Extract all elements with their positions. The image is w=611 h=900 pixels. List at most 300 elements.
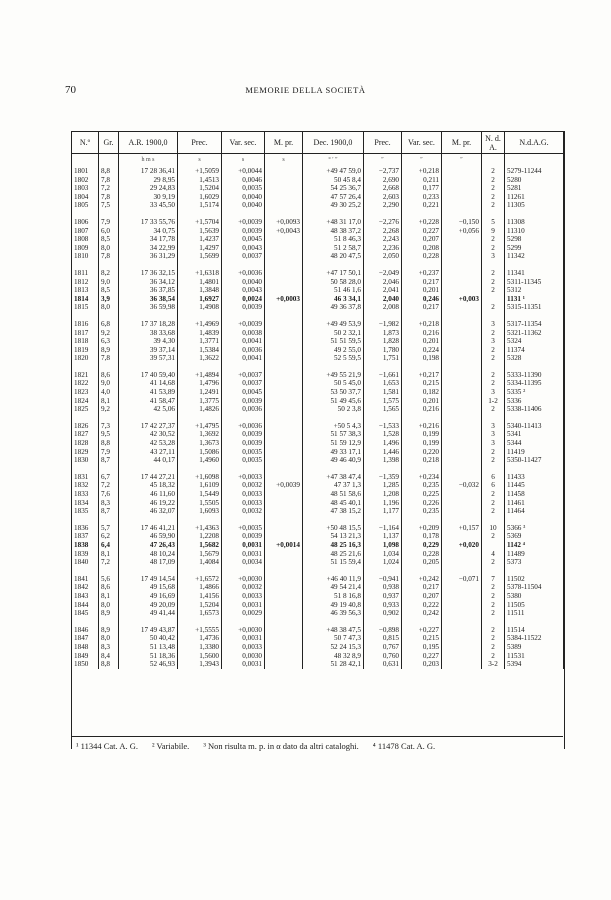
cell-prec2: 1,528 xyxy=(364,430,402,439)
cell-gr: 9,0 xyxy=(99,278,119,287)
star-catalog-table xyxy=(71,131,564,669)
cell-ndag: 5279-11244 xyxy=(505,167,564,176)
cell-var2: +0,228 xyxy=(402,218,442,227)
cell-mpr2 xyxy=(442,592,482,601)
cell-prec: 1,4513 xyxy=(178,176,222,185)
cell-var: +0,0037 xyxy=(222,371,265,380)
cell-gr: 3,9 xyxy=(99,295,119,304)
cell-mpr xyxy=(265,439,303,448)
cell-prec: 1,2208 xyxy=(178,532,222,541)
cell-gr: 8,9 xyxy=(99,346,119,355)
spacer-cell xyxy=(99,261,119,269)
unit-cell: ° ′ ″ xyxy=(303,154,364,168)
cell-dec: 46 3 34,1 xyxy=(303,295,364,304)
cell-mpr xyxy=(265,422,303,431)
spacer-cell xyxy=(72,618,99,626)
spacer-cell xyxy=(222,567,265,575)
running-title: MEMORIE DELLA SOCIETÀ xyxy=(245,85,366,95)
spacer-cell xyxy=(119,465,178,473)
cell-prec: 1,3673 xyxy=(178,439,222,448)
cell-prec2: 1,780 xyxy=(364,346,402,355)
cell-mpr2 xyxy=(442,269,482,278)
cell-mpr2 xyxy=(442,439,482,448)
spacer-cell xyxy=(303,210,364,218)
cell-n: 1845 xyxy=(72,609,99,618)
cell-var2: 0,227 xyxy=(402,652,442,661)
cell-var2: +0,242 xyxy=(402,575,442,584)
cell-dec: 51 2 58,7 xyxy=(303,244,364,253)
cell-dec: 48 25 21,6 xyxy=(303,550,364,559)
cell-nda: 2 xyxy=(482,507,505,516)
cell-dec: 51 49 45,6 xyxy=(303,397,364,406)
cell-ar: 29 24,83 xyxy=(119,184,178,193)
cell-prec2: −1,359 xyxy=(364,473,402,482)
cell-mpr xyxy=(265,278,303,287)
spacer-cell xyxy=(99,210,119,218)
table-row xyxy=(72,354,564,363)
table-row xyxy=(72,176,564,185)
cell-mpr2 xyxy=(442,583,482,592)
spacer-cell xyxy=(265,363,303,371)
cell-prec2: 2,236 xyxy=(364,244,402,253)
cell-var2: 0,216 xyxy=(402,405,442,414)
cell-n: 1840 xyxy=(72,558,99,567)
cell-ar: 17 46 41,21 xyxy=(119,524,178,533)
cell-mpr xyxy=(265,346,303,355)
cell-mpr2 xyxy=(442,532,482,541)
cell-ar: 17 49 43,87 xyxy=(119,626,178,635)
cell-nda: 2 xyxy=(482,583,505,592)
table-row xyxy=(72,473,564,482)
cell-nda: 3 xyxy=(482,430,505,439)
spacer-cell xyxy=(265,516,303,524)
table-row xyxy=(72,490,564,499)
cell-nda: 1-2 xyxy=(482,397,505,406)
cell-prec: 1,5639 xyxy=(178,227,222,236)
cell-dec: +50 5 4,3 xyxy=(303,422,364,431)
cell-prec2: 0,631 xyxy=(364,660,402,669)
cell-gr: 4,0 xyxy=(99,388,119,397)
table-row xyxy=(72,218,564,227)
cell-n: 1815 xyxy=(72,303,99,312)
cell-mpr xyxy=(265,244,303,253)
cell-dec: 49 46 40,9 xyxy=(303,456,364,465)
cell-dec: 51 15 59,4 xyxy=(303,558,364,567)
cell-gr: 7,8 xyxy=(99,193,119,202)
cell-prec2: −0,898 xyxy=(364,626,402,635)
cell-prec2: 2,668 xyxy=(364,184,402,193)
group-spacer xyxy=(72,312,564,320)
cell-n: 1809 xyxy=(72,244,99,253)
cell-mpr xyxy=(265,524,303,533)
unit-cell: ″ xyxy=(442,154,482,168)
cell-mpr xyxy=(265,329,303,338)
cell-n: 1829 xyxy=(72,448,99,457)
cell-mpr2 xyxy=(442,660,482,669)
spacer-cell xyxy=(442,516,482,524)
cell-prec: 1,4736 xyxy=(178,634,222,643)
cell-n: 1847 xyxy=(72,634,99,643)
spacer-cell xyxy=(222,312,265,320)
cell-dec: +47 38 47,4 xyxy=(303,473,364,482)
cell-ndag: 5333-11390 xyxy=(505,371,564,380)
cell-n: 1820 xyxy=(72,354,99,363)
cell-prec: 1,4237 xyxy=(178,235,222,244)
cell-prec: 1,5600 xyxy=(178,652,222,661)
cell-var: 0,0033 xyxy=(222,643,265,652)
spacer-cell xyxy=(72,516,99,524)
cell-nda: 6 xyxy=(482,473,505,482)
cell-var: 0,0031 xyxy=(222,601,265,610)
cell-gr: 8,0 xyxy=(99,244,119,253)
cell-n: 1841 xyxy=(72,575,99,584)
cell-var: 0,0031 xyxy=(222,634,265,643)
cell-nda: 2 xyxy=(482,201,505,210)
cell-var: +0,0039 xyxy=(222,320,265,329)
cell-nda: 2 xyxy=(482,184,505,193)
cell-prec: 1,4297 xyxy=(178,244,222,253)
cell-gr: 8,0 xyxy=(99,601,119,610)
unit-cell xyxy=(72,154,99,168)
cell-ar: 33 45,50 xyxy=(119,201,178,210)
spacer-cell xyxy=(402,261,442,269)
cell-prec: +1,4795 xyxy=(178,422,222,431)
cell-nda: 2 xyxy=(482,329,505,338)
cell-gr: 8,3 xyxy=(99,499,119,508)
cell-var2: 0,221 xyxy=(402,201,442,210)
spacer-cell xyxy=(178,363,222,371)
cell-var2: 0,226 xyxy=(402,499,442,508)
cell-gr: 8,5 xyxy=(99,286,119,295)
cell-prec2: 0,815 xyxy=(364,634,402,643)
cell-prec2: −1,982 xyxy=(364,320,402,329)
table-row xyxy=(72,397,564,406)
unit-cell: ″ xyxy=(402,154,442,168)
cell-mpr xyxy=(265,601,303,610)
cell-n: 1850 xyxy=(72,660,99,669)
cell-gr: 8,7 xyxy=(99,507,119,516)
cell-nda: 2 xyxy=(482,609,505,618)
cell-mpr xyxy=(265,397,303,406)
cell-mpr2 xyxy=(442,201,482,210)
cell-n: 1849 xyxy=(72,652,99,661)
column-header: A.R. 1900,0 xyxy=(119,132,178,154)
cell-mpr2 xyxy=(442,558,482,567)
cell-mpr xyxy=(265,354,303,363)
cell-prec2: 1,177 xyxy=(364,507,402,516)
cell-nda: 2 xyxy=(482,235,505,244)
cell-prec: 1,3771 xyxy=(178,337,222,346)
cell-mpr2 xyxy=(442,329,482,338)
cell-ndag: 11531 xyxy=(505,652,564,661)
cell-mpr: +0,0014 xyxy=(265,541,303,550)
cell-nda: 2 xyxy=(482,286,505,295)
cell-mpr2 xyxy=(442,473,482,482)
cell-mpr2 xyxy=(442,507,482,516)
cell-prec: 1,4084 xyxy=(178,558,222,567)
table-row xyxy=(72,295,564,304)
cell-n: 1839 xyxy=(72,550,99,559)
cell-mpr xyxy=(265,499,303,508)
cell-dec: 49 33 17,1 xyxy=(303,448,364,457)
spacer-cell xyxy=(364,312,402,320)
cell-dec: +49 47 59,0 xyxy=(303,167,364,176)
spacer-cell xyxy=(265,210,303,218)
cell-var: +0,0035 xyxy=(222,524,265,533)
cell-ar: 48 17,09 xyxy=(119,558,178,567)
spacer-cell xyxy=(402,516,442,524)
cell-prec: 1,4826 xyxy=(178,405,222,414)
cell-prec2: 1,137 xyxy=(364,532,402,541)
footnote-rule xyxy=(71,736,563,737)
cell-n: 1817 xyxy=(72,329,99,338)
cell-nda: 3-2 xyxy=(482,660,505,669)
spacer-cell xyxy=(364,210,402,218)
spacer-cell xyxy=(222,261,265,269)
table-row xyxy=(72,388,564,397)
cell-mpr2 xyxy=(442,652,482,661)
cell-var2: 0,233 xyxy=(402,193,442,202)
cell-ndag: 11458 xyxy=(505,490,564,499)
cell-prec: +1,4969 xyxy=(178,320,222,329)
cell-mpr2 xyxy=(442,601,482,610)
cell-mpr xyxy=(265,430,303,439)
cell-mpr2 xyxy=(442,354,482,363)
column-header: Prec. xyxy=(364,132,402,154)
cell-var2: 0,195 xyxy=(402,643,442,652)
cell-prec: 1,6573 xyxy=(178,609,222,618)
cell-mpr2 xyxy=(442,405,482,414)
cell-mpr: +0,0043 xyxy=(265,227,303,236)
cell-var: 0,0043 xyxy=(222,286,265,295)
cell-mpr xyxy=(265,626,303,635)
cell-var: +0,0036 xyxy=(222,422,265,431)
cell-gr: 5,6 xyxy=(99,575,119,584)
cell-dec: 49 54 21,4 xyxy=(303,583,364,592)
spacer-cell xyxy=(119,261,178,269)
group-spacer xyxy=(72,261,564,269)
cell-var: 0,0037 xyxy=(222,252,265,261)
cell-mpr2 xyxy=(442,244,482,253)
cell-dec: 51 57 38,3 xyxy=(303,430,364,439)
cell-ar: 39 57,31 xyxy=(119,354,178,363)
cell-ndag: 5394 xyxy=(505,660,564,669)
cell-gr: 8,0 xyxy=(99,634,119,643)
cell-gr: 8,9 xyxy=(99,626,119,635)
cell-ar: 41 58,47 xyxy=(119,397,178,406)
spacer-cell xyxy=(482,567,505,575)
unit-cell: s xyxy=(178,154,222,168)
cell-n: 1816 xyxy=(72,320,99,329)
cell-var: +0,0044 xyxy=(222,167,265,176)
cell-mpr xyxy=(265,303,303,312)
table-row xyxy=(72,439,564,448)
cell-gr: 8,7 xyxy=(99,456,119,465)
cell-var: 0,0035 xyxy=(222,448,265,457)
spacer-cell xyxy=(72,567,99,575)
cell-ar: 46 19,22 xyxy=(119,499,178,508)
cell-n: 1808 xyxy=(72,235,99,244)
cell-gr: 6,0 xyxy=(99,227,119,236)
cell-nda: 2 xyxy=(482,499,505,508)
cell-ar: 17 37 18,28 xyxy=(119,320,178,329)
cell-dec: 50 2 32,1 xyxy=(303,329,364,338)
cell-gr: 8,2 xyxy=(99,269,119,278)
cell-nda: 7 xyxy=(482,575,505,584)
cell-mpr xyxy=(265,660,303,669)
table-row xyxy=(72,652,564,661)
spacer-cell xyxy=(265,567,303,575)
table-row xyxy=(72,634,564,643)
cell-mpr2: −0,150 xyxy=(442,218,482,227)
cell-mpr2: +0,020 xyxy=(442,541,482,550)
cell-ndag: 11461 xyxy=(505,499,564,508)
cell-ndag: 11505 xyxy=(505,601,564,610)
cell-mpr xyxy=(265,184,303,193)
table-row xyxy=(72,541,564,550)
cell-nda: 2 xyxy=(482,558,505,567)
cell-mpr xyxy=(265,575,303,584)
cell-gr: 9,2 xyxy=(99,405,119,414)
spacer-cell xyxy=(402,567,442,575)
column-header: Gr. xyxy=(99,132,119,154)
table-row xyxy=(72,456,564,465)
cell-var: 0,0039 xyxy=(222,430,265,439)
cell-n: 1834 xyxy=(72,499,99,508)
cell-gr: 8,8 xyxy=(99,660,119,669)
cell-mpr2 xyxy=(442,379,482,388)
cell-var2: 0,201 xyxy=(402,397,442,406)
cell-prec: +1,6572 xyxy=(178,575,222,584)
cell-var: 0,0045 xyxy=(222,235,265,244)
spacer-cell xyxy=(402,210,442,218)
cell-var2: 0,205 xyxy=(402,558,442,567)
cell-ar: 45 18,32 xyxy=(119,481,178,490)
cell-ndag: 5341 xyxy=(505,430,564,439)
cell-prec: +1,6098 xyxy=(178,473,222,482)
cell-var2: 0,201 xyxy=(402,337,442,346)
table-row xyxy=(72,320,564,329)
cell-ar: 47 26,43 xyxy=(119,541,178,550)
cell-nda: 2 xyxy=(482,652,505,661)
cell-mpr2 xyxy=(442,490,482,499)
cell-nda: 2 xyxy=(482,456,505,465)
cell-ar: 17 40 59,40 xyxy=(119,371,178,380)
cell-nda: 2 xyxy=(482,643,505,652)
cell-nda: 2 xyxy=(482,379,505,388)
cell-mpr xyxy=(265,609,303,618)
cell-mpr2 xyxy=(442,252,482,261)
cell-ar: 42 30,52 xyxy=(119,430,178,439)
spacer-cell xyxy=(505,363,564,371)
cell-mpr xyxy=(265,252,303,261)
cell-dec: 51 8 16,8 xyxy=(303,592,364,601)
cell-var: 0,0033 xyxy=(222,499,265,508)
spacer-cell xyxy=(402,414,442,422)
cell-ar: 42 5,06 xyxy=(119,405,178,414)
column-header: M. pr. xyxy=(265,132,303,154)
cell-n: 1842 xyxy=(72,583,99,592)
cell-mpr xyxy=(265,490,303,499)
cell-n: 1830 xyxy=(72,456,99,465)
cell-var2: 0,235 xyxy=(402,481,442,490)
cell-var: 0,0045 xyxy=(222,388,265,397)
spacer-cell xyxy=(442,618,482,626)
cell-ndag: 11445 xyxy=(505,481,564,490)
footnotes xyxy=(76,741,560,751)
cell-ndag: 5312 xyxy=(505,286,564,295)
cell-mpr xyxy=(265,550,303,559)
cell-ar: 50 40,42 xyxy=(119,634,178,643)
cell-prec2: 0,937 xyxy=(364,592,402,601)
table-row xyxy=(72,558,564,567)
cell-var: 0,0031 xyxy=(222,550,265,559)
cell-var2: 0,235 xyxy=(402,507,442,516)
cell-n: 1812 xyxy=(72,278,99,287)
cell-mpr2 xyxy=(442,397,482,406)
cell-n: 1825 xyxy=(72,405,99,414)
cell-gr: 8,6 xyxy=(99,371,119,380)
cell-dec: 51 59 12,9 xyxy=(303,439,364,448)
cell-mpr2 xyxy=(442,286,482,295)
cell-gr: 6,4 xyxy=(99,541,119,550)
unit-cell: s xyxy=(265,154,303,168)
cell-prec2: 1,098 xyxy=(364,541,402,550)
cell-var2: 0,227 xyxy=(402,227,442,236)
cell-n: 1807 xyxy=(72,227,99,236)
cell-mpr xyxy=(265,379,303,388)
cell-var: 0,0039 xyxy=(222,303,265,312)
cell-prec2: 1,496 xyxy=(364,439,402,448)
cell-prec: 1,6029 xyxy=(178,193,222,202)
cell-var2: 0,229 xyxy=(402,541,442,550)
cell-n: 1819 xyxy=(72,346,99,355)
cell-nda: 6 xyxy=(482,481,505,490)
cell-var2: 0,208 xyxy=(402,244,442,253)
cell-prec: 1,5449 xyxy=(178,490,222,499)
table-row xyxy=(72,371,564,380)
cell-var: 0,0031 xyxy=(222,541,265,550)
cell-dec: 50 2 3,8 xyxy=(303,405,364,414)
cell-gr: 8,0 xyxy=(99,303,119,312)
cell-var: 0,0040 xyxy=(222,193,265,202)
table-row xyxy=(72,379,564,388)
cell-nda: 2 xyxy=(482,354,505,363)
table-row xyxy=(72,507,564,516)
cell-gr: 9,2 xyxy=(99,329,119,338)
cell-prec: 1,3943 xyxy=(178,660,222,669)
cell-ar: 46 11,60 xyxy=(119,490,178,499)
spacer-cell xyxy=(72,261,99,269)
cell-prec: 1,5505 xyxy=(178,499,222,508)
cell-gr: 7,9 xyxy=(99,448,119,457)
cell-gr: 6,3 xyxy=(99,337,119,346)
cell-prec: 1,6927 xyxy=(178,295,222,304)
cell-mpr2 xyxy=(442,176,482,185)
cell-n: 1811 xyxy=(72,269,99,278)
table-row xyxy=(72,329,564,338)
cell-var: +0,0039 xyxy=(222,218,265,227)
cell-nda: 2 xyxy=(482,244,505,253)
cell-prec2: 0,902 xyxy=(364,609,402,618)
cell-ar: 29 8,95 xyxy=(119,176,178,185)
cell-ndag: 5378-11504 xyxy=(505,583,564,592)
cell-nda: 2 xyxy=(482,193,505,202)
cell-nda: 2 xyxy=(482,371,505,380)
cell-gr: 7,2 xyxy=(99,558,119,567)
cell-dec: 51 51 59,5 xyxy=(303,337,364,346)
cell-nda xyxy=(482,541,505,550)
